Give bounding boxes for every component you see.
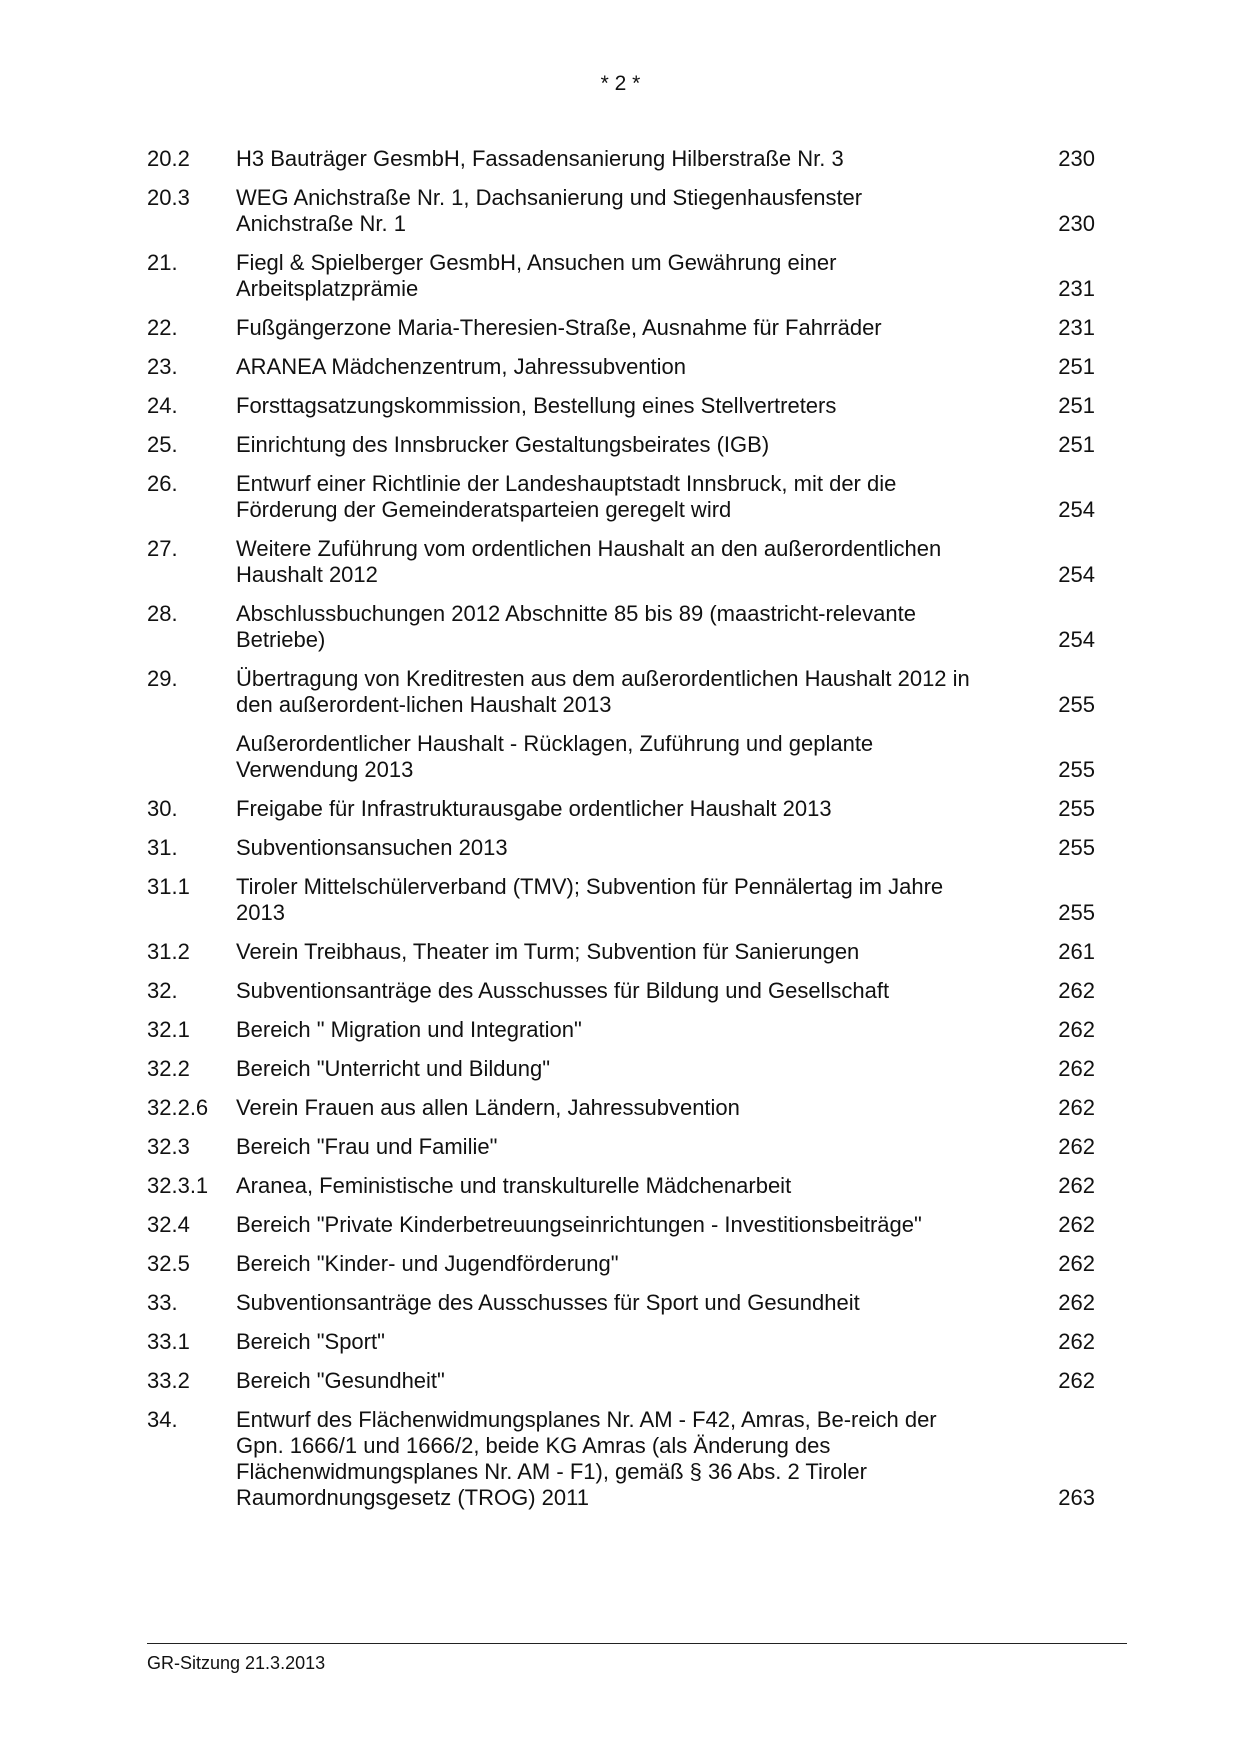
toc-entry-page: 231 (1058, 276, 1095, 301)
toc-entry-title-line: Forsttagsatzungskommission, Bestellung eines Stellvertreters (236, 393, 837, 418)
footer-divider (147, 1643, 1127, 1644)
toc-entry-title (236, 1056, 1006, 1082)
toc-entry-number: 29. (147, 666, 178, 691)
toc-entry-page: 255 (1058, 835, 1095, 860)
toc-entry-title (236, 393, 1006, 419)
toc-entry-number: 31.2 (147, 939, 190, 964)
toc-entry-number: 22. (147, 315, 178, 340)
toc-entry-title (236, 315, 1006, 341)
toc-entry-title-line: Bereich " Migration und Integration" (236, 1017, 582, 1042)
toc-entry (147, 1173, 1095, 1199)
toc-entry (147, 536, 1095, 588)
toc-entry (147, 601, 1095, 653)
toc-entry (147, 146, 1095, 172)
toc-entry-page: 255 (1058, 796, 1095, 821)
toc-entry-title (236, 1212, 1006, 1238)
toc-entry (147, 315, 1095, 341)
toc-entry-page: 262 (1058, 1368, 1095, 1393)
toc-entry-page: 230 (1058, 146, 1095, 171)
toc-entry-title (236, 536, 1006, 588)
toc-entry-title (236, 1329, 1006, 1355)
toc-entry-page: 262 (1058, 1017, 1095, 1042)
toc-entry-number: 32.3 (147, 1134, 190, 1159)
toc-entry-page: 262 (1058, 1173, 1095, 1198)
toc-entry-title-line: Subventionsanträge des Ausschusses für Sport und Gesundheit (236, 1290, 860, 1315)
toc-entry-title-line: Haushalt 2012 (236, 562, 378, 587)
toc-entry-title (236, 1290, 1006, 1316)
toc-entry-title-line: Fußgängerzone Maria-Theresien-Straße, Ausnahme für Fahrräder (236, 315, 882, 340)
toc-entry (147, 1329, 1095, 1355)
toc-entry-number: 31.1 (147, 874, 190, 899)
toc-entry (147, 731, 1095, 783)
toc-entry (147, 432, 1095, 458)
toc-entry-title-line: Übertragung von Kreditresten aus dem außerordentlichen Haushalt 2012 in (236, 666, 970, 691)
toc-entry-number: 33. (147, 1290, 178, 1315)
toc-entry-title-line: Anichstraße Nr. 1 (236, 211, 406, 236)
toc-entry (147, 185, 1095, 237)
toc-entry (147, 393, 1095, 419)
toc-entry-title-line: Bereich "Gesundheit" (236, 1368, 445, 1393)
toc-entry-title-line: Bereich "Kinder- und Jugendförderung" (236, 1251, 619, 1276)
footer-text: GR-Sitzung 21.3.2013 (147, 1653, 326, 1673)
toc-entry-title-line: Entwurf einer Richtlinie der Landeshauptstadt Innsbruck, mit der die (236, 471, 897, 496)
toc-entry (147, 666, 1095, 718)
toc-entry-number: 34. (147, 1407, 178, 1432)
toc-entry-title (236, 471, 1006, 523)
toc-entry-title-line: Weitere Zuführung vom ordentlichen Haushalt an den außerordentlichen (236, 536, 942, 561)
toc-entry-number: 32.2.6 (147, 1095, 209, 1120)
toc-entry-title-line: Abschlussbuchungen 2012 Abschnitte 85 bis 89 (maastricht-relevante (236, 601, 916, 626)
toc-entry-title-line: H3 Bauträger GesmbH, Fassadensanierung Hilberstraße Nr. 3 (236, 146, 844, 171)
toc-entry-number: 33.2 (147, 1368, 190, 1393)
toc-entry (147, 835, 1095, 861)
toc-entry (147, 1212, 1095, 1238)
toc-entry-title (236, 1368, 1006, 1394)
toc-entry-title (236, 978, 1006, 1004)
toc-entry-title-line: Bereich "Sport" (236, 1329, 385, 1354)
toc-entry-page: 262 (1058, 1212, 1095, 1237)
toc-entry-title (236, 1251, 1006, 1277)
toc-entry-title (236, 1095, 1006, 1121)
toc-entry-title (236, 939, 1006, 965)
toc-entry-title-line: Gpn. 1666/1 und 1666/2, beide KG Amras (als Änderung des (236, 1433, 831, 1458)
toc-entry-title (236, 731, 1006, 783)
toc-entry-page: 251 (1058, 432, 1095, 457)
toc-entry-page: 262 (1058, 1056, 1095, 1081)
toc-entry-number: 27. (147, 536, 178, 561)
toc-entry-title (236, 185, 1006, 237)
toc-entry-number: 28. (147, 601, 178, 626)
toc-entry-number: 26. (147, 471, 178, 496)
toc-entry-title-line: WEG Anichstraße Nr. 1, Dachsanierung und Stiegenhausfenster (236, 185, 863, 210)
toc-entry-title-line: Außerordentlicher Haushalt - Rücklagen, Zuführung und geplante (236, 731, 874, 756)
toc-entry-title (236, 666, 1006, 718)
toc-entry-page: 254 (1058, 627, 1095, 652)
toc-entry-title-line: Verwendung 2013 (236, 757, 414, 782)
toc-entry-title-line: Flächenwidmungsplanes Nr. AM - F1), gemäß § 36 Abs. 2 Tiroler (236, 1459, 867, 1484)
toc-entry-number: 32.3.1 (147, 1173, 209, 1198)
toc-entry-page: 231 (1058, 315, 1095, 340)
toc-entry-title-line: Einrichtung des Innsbrucker Gestaltungsbeirates (IGB) (236, 432, 770, 457)
toc-entry-title (236, 146, 1006, 172)
toc-entry (147, 354, 1095, 380)
toc-entry-page: 254 (1058, 562, 1095, 587)
toc-entry (147, 1290, 1095, 1316)
toc-entry-title-line: Fiegl & Spielberger GesmbH, Ansuchen um Gewährung einer (236, 250, 837, 275)
toc-entry-title-line: Arbeitsplatzprämie (236, 276, 419, 301)
toc-entry (147, 796, 1095, 822)
toc-entry-title (236, 432, 1006, 458)
toc-entry-title-line: ARANEA Mädchenzentrum, Jahressubvention (236, 354, 687, 379)
toc-entry-number: 32.2 (147, 1056, 190, 1081)
toc-entry (147, 250, 1095, 302)
toc-entry-number: 25. (147, 432, 178, 457)
toc-entry-title-line: Entwurf des Flächenwidmungsplanes Nr. AM - F42, Amras, Be-reich der (236, 1407, 937, 1432)
toc-entry (147, 1017, 1095, 1043)
toc-entry-number: 23. (147, 354, 178, 379)
toc-entry-title-line: Tiroler Mittelschülerverband (TMV); Subvention für Pennälertag im Jahre (236, 874, 944, 899)
toc-entry-title-line: Verein Treibhaus, Theater im Turm; Subvention für Sanierungen (236, 939, 860, 964)
toc-entry-title (236, 1134, 1006, 1160)
toc-entry-number: 30. (147, 796, 178, 821)
table-of-contents (147, 146, 1095, 1524)
toc-entry-page: 261 (1058, 939, 1095, 964)
toc-entry (147, 1134, 1095, 1160)
toc-entry-number: 32.5 (147, 1251, 190, 1276)
toc-entry-title-line: Aranea, Feministische und transkulturelle Mädchenarbeit (236, 1173, 792, 1198)
toc-entry-number: 32.4 (147, 1212, 190, 1237)
toc-entry-title (236, 1407, 1006, 1511)
toc-entry (147, 1407, 1095, 1511)
toc-entry-title-line: Verein Frauen aus allen Ländern, Jahressubvention (236, 1095, 740, 1120)
toc-entry (147, 1095, 1095, 1121)
toc-entry-page: 262 (1058, 1251, 1095, 1276)
page-number: * 2 * (600, 72, 641, 95)
toc-entry-number: 20.3 (147, 185, 190, 210)
toc-entry-page: 251 (1058, 393, 1095, 418)
toc-entry-page: 251 (1058, 354, 1095, 379)
toc-entry-title-line: Subventionsansuchen 2013 (236, 835, 508, 860)
toc-entry-number: 32.1 (147, 1017, 190, 1042)
toc-entry-number: 21. (147, 250, 178, 275)
toc-entry (147, 1251, 1095, 1277)
toc-entry-title (236, 835, 1006, 861)
toc-entry-number: 31. (147, 835, 178, 860)
toc-entry-title-line: den außerordent-lichen Haushalt 2013 (236, 692, 612, 717)
toc-entry-title (236, 601, 1006, 653)
toc-entry-title (236, 1017, 1006, 1043)
toc-entry (147, 471, 1095, 523)
toc-entry-number: 20.2 (147, 146, 190, 171)
toc-entry-title-line: Betriebe) (236, 627, 326, 652)
toc-entry-page: 255 (1058, 757, 1095, 782)
toc-entry-title-line: Bereich "Frau und Familie" (236, 1134, 498, 1159)
toc-entry-page: 262 (1058, 1329, 1095, 1354)
toc-entry-title-line: Subventionsanträge des Ausschusses für Bildung und Gesellschaft (236, 978, 890, 1003)
toc-entry-page: 230 (1058, 211, 1095, 236)
toc-entry-page: 255 (1058, 692, 1095, 717)
toc-entry-title (236, 354, 1006, 380)
toc-entry-title (236, 250, 1006, 302)
toc-entry-page: 255 (1058, 900, 1095, 925)
toc-entry-page: 262 (1058, 1290, 1095, 1315)
toc-entry-title-line: Raumordnungsgesetz (TROG) 2011 (236, 1485, 589, 1510)
toc-entry-title (236, 1173, 1006, 1199)
toc-entry-title (236, 874, 1006, 926)
toc-entry-title-line: Förderung der Gemeinderatsparteien geregelt wird (236, 497, 732, 522)
toc-entry-page: 262 (1058, 1095, 1095, 1120)
toc-entry (147, 939, 1095, 965)
toc-entry-title-line: Bereich "Private Kinderbetreuungseinrichtungen - Investitionsbeiträge" (236, 1212, 922, 1237)
toc-entry-number: 33.1 (147, 1329, 190, 1354)
toc-entry-number: 32. (147, 978, 178, 1003)
toc-entry (147, 1056, 1095, 1082)
toc-entry (147, 1368, 1095, 1394)
toc-entry (147, 874, 1095, 926)
toc-entry-title (236, 796, 1006, 822)
toc-entry (147, 978, 1095, 1004)
toc-entry-number: 24. (147, 393, 178, 418)
toc-entry-title-line: 2013 (236, 900, 285, 925)
toc-entry-title-line: Bereich "Unterricht und Bildung" (236, 1056, 551, 1081)
toc-entry-page: 262 (1058, 978, 1095, 1003)
toc-entry-page: 263 (1058, 1485, 1095, 1510)
toc-entry-title-line: Freigabe für Infrastrukturausgabe ordentlicher Haushalt 2013 (236, 796, 832, 821)
toc-entry-page: 262 (1058, 1134, 1095, 1159)
toc-entry-page: 254 (1058, 497, 1095, 522)
